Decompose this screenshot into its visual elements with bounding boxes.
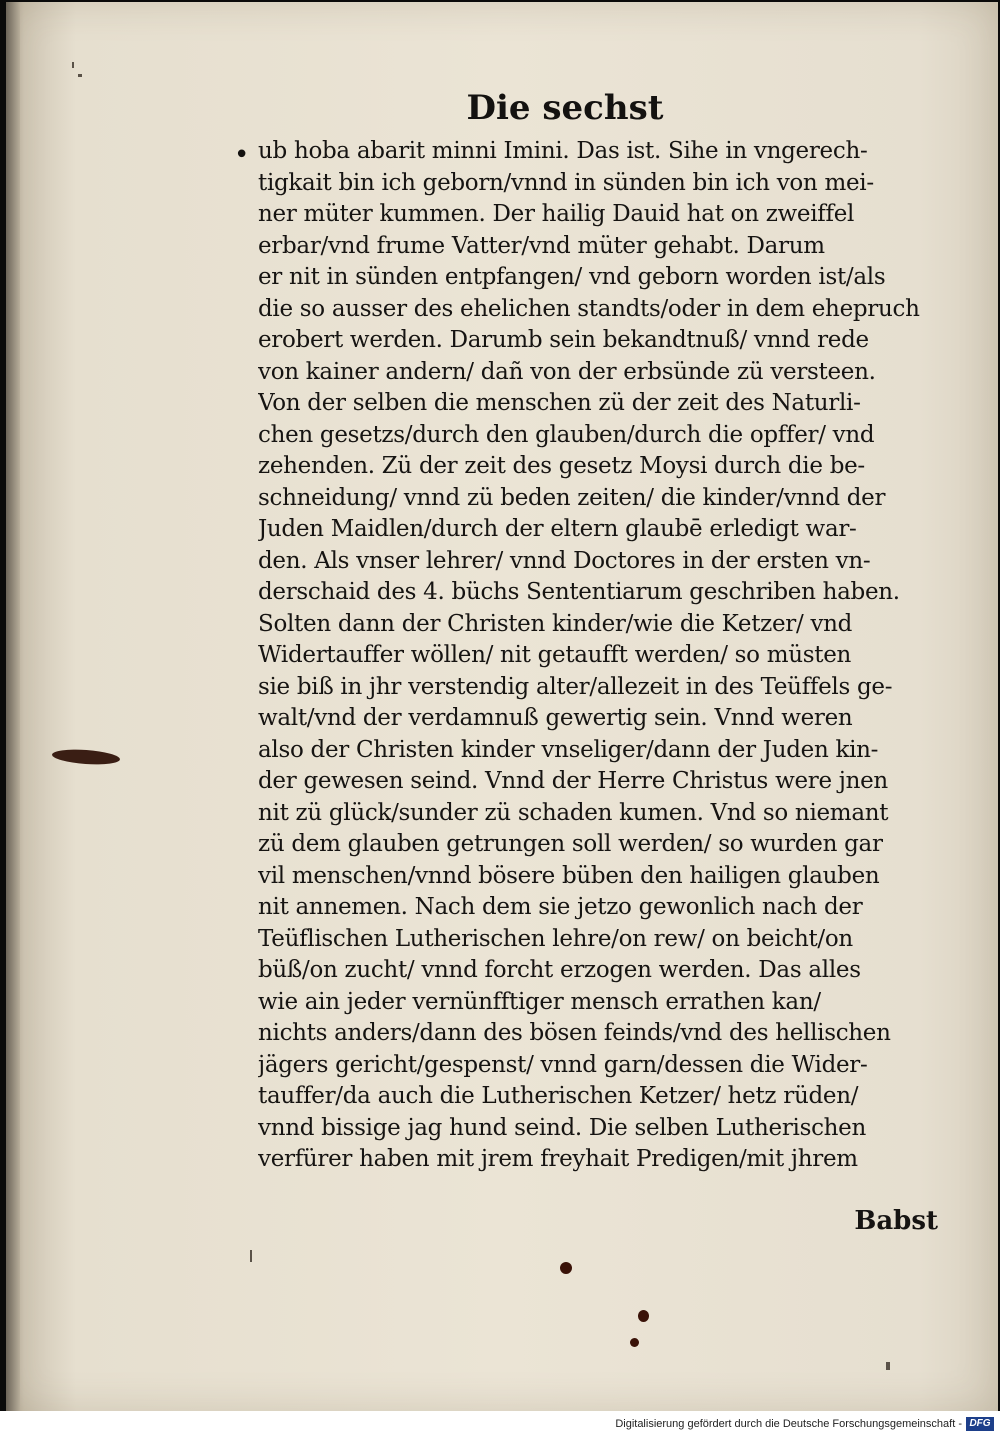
page-mark (78, 74, 82, 77)
margin-bullet-mark: • (234, 140, 250, 170)
text-line: derschaid des 4. büchs Sententiarum geschriben haben. (258, 579, 900, 605)
text-line: der gewesen seind. Vnnd der Herre Christus were jnen (258, 768, 888, 794)
text-line: ub hoba abarit minni Imini. Das ist. Sihe in vngerech- (258, 138, 868, 164)
page-mark (886, 1362, 890, 1370)
ink-spot (560, 1262, 572, 1274)
text-line: den. Als vnser lehrer/ vnnd Doctores in der ersten vn- (258, 547, 871, 574)
text-line: vil menschen/vnnd bösere büben den hailigen glauben (258, 862, 880, 889)
text-line: büß/on zucht/ vnnd forcht erzogen werden. Das alles (258, 957, 861, 983)
text-line: wie ain jeder vernünfftiger mensch errathen kan/ (258, 988, 821, 1015)
text-line: ner müter kummen. Der hailig Dauid hat on zweiffel (258, 201, 855, 227)
text-line: tigkait bin ich geborn/vnnd in sünden bin ich von mei- (258, 169, 874, 196)
page-mark (250, 1250, 252, 1262)
text-line: Teüflischen Lutherischen lehre/on rew/ on beicht/on (258, 925, 853, 952)
text-line: die so ausser des ehelichen standts/oder in dem ehepruch (258, 295, 920, 322)
text-line: sie biß in jhr verstendig alter/allezeit in des Teüffels ge- (258, 673, 893, 700)
text-line: erbar/vnd frume Vatter/vnd müter gehabt. Darum (258, 232, 825, 259)
text-line: tauffer/da auch die Lutherischen Ketzer/ hetz rüden/ (258, 1083, 859, 1109)
text-line: er nit in sünden entpfangen/ vnd geborn worden ist/als (258, 264, 886, 290)
text-line: vnnd bissige jag hund seind. Die selben Lutherischen (258, 1114, 866, 1141)
text-line: nit annemen. Nach dem sie jetzo gewonlich nach der (258, 894, 863, 920)
page-body-text (258, 136, 948, 1176)
ink-spot (630, 1338, 639, 1347)
ink-spot (638, 1310, 649, 1322)
text-line: Von der selben die menschen zü der zeit des Naturli- (258, 390, 861, 416)
text-line: erobert werden. Darumb sein bekandtnuß/ vnnd rede (258, 327, 869, 353)
catchword: Babst (854, 1206, 938, 1236)
text-line: schneidung/ vnnd zü beden zeiten/ die kinder/vnnd der (258, 484, 886, 511)
footer-credit-text: Digitalisierung gefördert durch die Deutsche Forschungsgemeinschaft - (615, 1418, 962, 1430)
text-line: verfürer haben mit jrem freyhait Predigen/mit jhrem (258, 1146, 858, 1172)
text-line: nichts anders/dann des bösen feinds/vnd des hellischen (258, 1020, 891, 1046)
text-line: von kainer andern/ dañ von der erbsünde zü versteen. (258, 358, 876, 385)
text-line: Juden Maidlen/durch der eltern glaubē erledigt war- (258, 516, 857, 542)
text-line: zehenden. Zü der zeit des gesetz Moysi durch die be- (258, 453, 865, 479)
text-line: also der Christen kinder vnseliger/dann der Juden kin- (258, 736, 879, 763)
text-line: Widertauffer wöllen/ nit getaufft werden/ so müsten (258, 642, 852, 668)
page-title: Die sechst (466, 88, 664, 128)
text-line: walt/vnd der verdamnuß gewertig sein. Vnnd weren (258, 705, 853, 731)
text-line: nit zü glück/sunder zü schaden kumen. Vnd so niemant (258, 799, 889, 826)
text-line: zü dem glauben getrungen soll werden/ so wurden gar (258, 831, 883, 857)
page-mark (72, 62, 74, 68)
dfg-logo: DFG (966, 1417, 994, 1431)
text-line: chen gesetzs/durch den glauben/durch die opffer/ vnd (258, 421, 875, 448)
text-line: jägers gericht/gespenst/ vnnd garn/dessen die Wider- (258, 1051, 868, 1078)
page-binding-edge (6, 2, 20, 1411)
text-line: Solten dann der Christen kinder/wie die Ketzer/ vnd (258, 610, 853, 637)
